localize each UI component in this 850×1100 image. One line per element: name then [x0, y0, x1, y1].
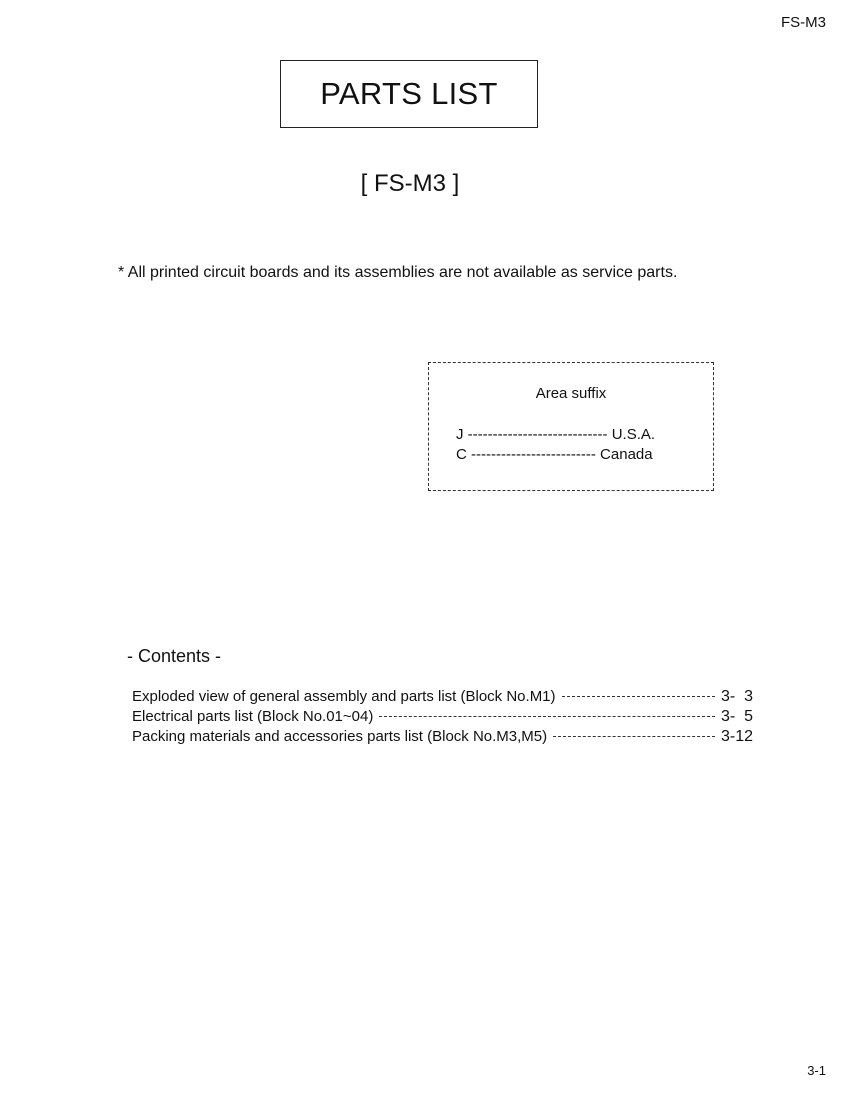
- toc-leader: [379, 716, 715, 717]
- table-of-contents: [132, 688, 757, 748]
- toc-row: [132, 688, 757, 708]
- area-suffix-row-usa: J ---------------------------- U.S.A.: [456, 426, 656, 443]
- toc-row: [132, 708, 757, 728]
- toc-leader: [553, 736, 715, 737]
- page-number: 3-1: [807, 1063, 826, 1078]
- toc-leader: [562, 696, 715, 697]
- toc-label: Exploded view of general assembly and parts list (Block No.M1): [132, 688, 556, 705]
- toc-page: 3-12: [721, 728, 754, 745]
- model-subtitle: [ FS-M3 ]: [360, 170, 460, 197]
- toc-page: 3- 5: [721, 708, 754, 725]
- toc-label: Packing materials and accessories parts list (Block No.M3,M5): [132, 728, 548, 745]
- area-suffix-row-canada: C ------------------------- Canada: [456, 446, 653, 463]
- toc-row: [132, 728, 757, 748]
- page-title: PARTS LIST: [320, 76, 498, 111]
- contents-heading: - Contents -: [127, 646, 222, 666]
- model-header: FS-M3: [781, 14, 826, 31]
- toc-label: Electrical parts list (Block No.01~04): [132, 708, 374, 725]
- title-box: [280, 60, 538, 128]
- area-suffix-title: Area suffix: [535, 385, 607, 402]
- toc-page: 3- 3: [721, 688, 754, 705]
- service-notice: * All printed circuit boards and its assemblies are not available as service parts.: [118, 264, 678, 281]
- area-suffix-box: [428, 362, 714, 491]
